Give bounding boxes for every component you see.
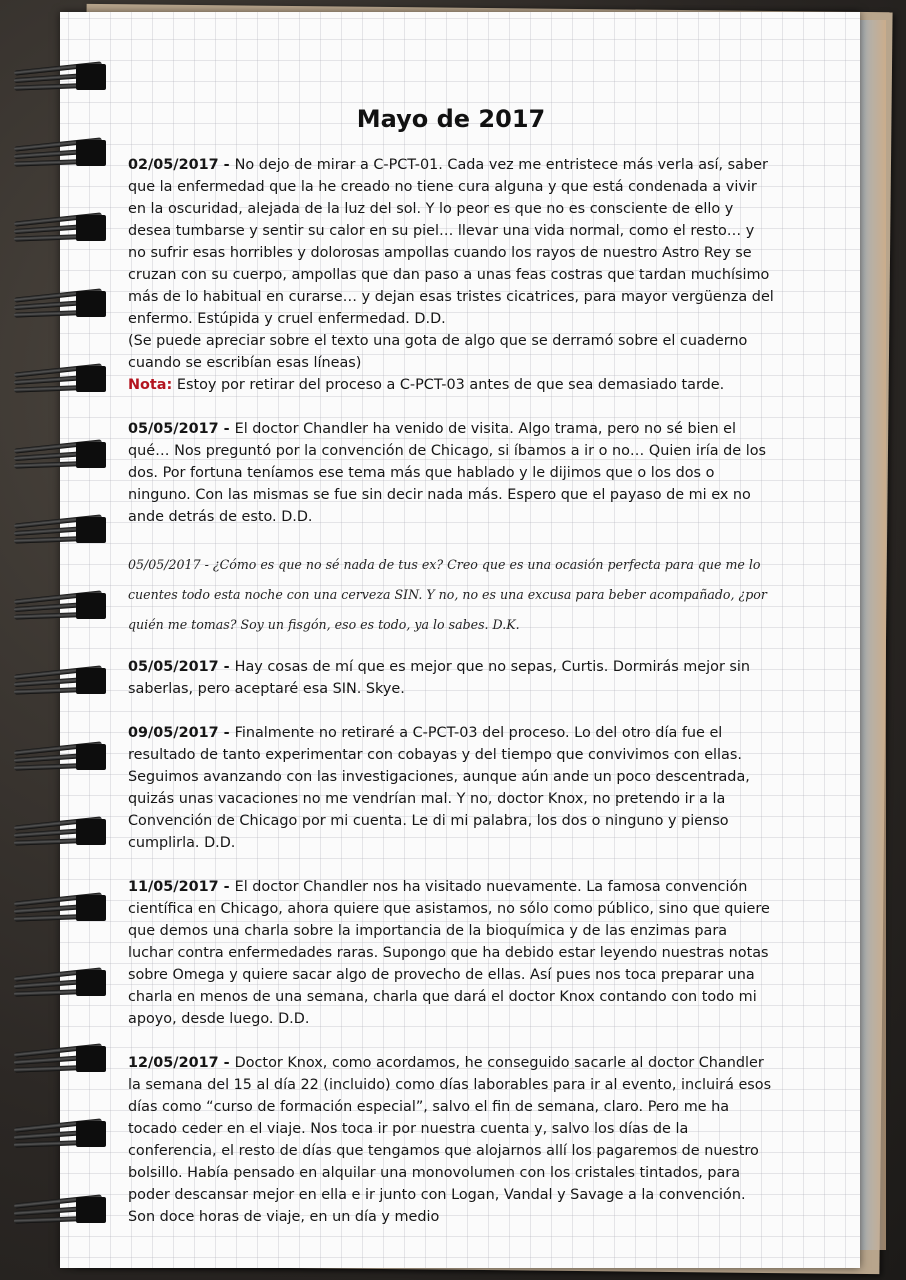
binding-ring xyxy=(14,513,106,547)
entry-separator: - xyxy=(218,421,235,437)
binding-ring xyxy=(14,815,106,849)
ring-hole xyxy=(76,970,106,996)
entry-text: Doctor Knox, como acordamos, he conseguido sacarle al doctor Chandler la semana del 15 al día 22 (incluido) como días laborables para ir al evento, incluirá esos días como “curso de formación especial”, salvo el fin de semana, claro. Pero me ha tocado ceder en el viaje. Nos toca ir por nuestra cuenta y, salvo los días de la conferencia, el resto de días que tengamos que alojarnos allí los pagaremos de nuestro bolsillo. Había pensado en alquilar una monovolumen con los cristales tintados, para poder descansar mejor en ella e ir junto con Logan, Vandal y Savage a la convención. Son doce horas de viaje, en un día y medio xyxy=(128,1055,772,1225)
binding-ring xyxy=(14,136,106,170)
diary-entry xyxy=(128,876,774,1030)
diary-entry xyxy=(128,154,774,396)
ring-hole xyxy=(76,668,106,694)
ring-hole xyxy=(76,215,106,241)
diary-entry xyxy=(128,722,774,854)
binding-ring xyxy=(14,287,106,321)
page-content xyxy=(128,105,774,1250)
entry-date: 05/05/2017 xyxy=(128,421,219,437)
entry-text: Finalmente no retiraré a C-PCT-03 del proceso. Lo del otro día fue el resultado de tanto experimentar con cobayas y del tiempo que convivimos con ellas. Seguimos avanzando con las investigaciones, aunque aún ande un poco descentrada, quizás unas vacaciones no me vendrían mal. Y no, doctor Knox, no pretendo ir a la Convención de Chicago por mi cuenta. Le di mi palabra, los dos o ninguno y pienso cumplirla. D.D. xyxy=(128,725,750,851)
diary-entry xyxy=(128,1052,774,1228)
ring-hole xyxy=(76,895,106,921)
binding-ring xyxy=(14,1042,106,1076)
entry-date: 09/05/2017 xyxy=(128,725,219,741)
entry-separator: - xyxy=(218,1055,235,1071)
binding-ring xyxy=(14,211,106,245)
entry-separator: - xyxy=(218,659,235,675)
binding-ring xyxy=(14,60,106,94)
entry-text: No dejo de mirar a C-PCT-01. Cada vez me entristece más verla así, saber que la enfermedad que la he creado no tiene cura alguna y que está condenada a vivir en la oscuridad, alejada de la luz del sol. Y lo peor es que no es consciente de ello y desea tumbarse y sentir su calor en su piel… llevar una vida normal, como el resto… y no sufrir esas horribles y dolorosas ampollas cuando los rayos de nuestro Astro Rey se cruzan con su cuerpo, ampollas que dan paso a unas feas costras que tardan muchísimo más de lo habitual en curarse… y dejan esas tristes cicatrices, para mayor vergüenza del enfermo. Estúpida y cruel enfermedad. D.D. xyxy=(128,157,774,327)
entry-date: 05/05/2017 xyxy=(128,659,219,675)
diary-entry xyxy=(128,418,774,528)
binding-ring xyxy=(14,1193,106,1227)
note-label: Nota: xyxy=(128,377,173,393)
entry-date: 02/05/2017 xyxy=(128,157,219,173)
entry-date: 12/05/2017 xyxy=(128,1055,219,1071)
entry-separator: - xyxy=(218,725,235,741)
handwritten-comment: 05/05/2017 - ¿Cómo es que no sé nada de tus ex? Creo que es una ocasión perfecta para que me lo cuentes todo esta noche con una cerveza SIN. Y no, no es una excusa para beber acompañado, ¿por quién me tomas? Soy un fisgón, eso es todo, ya lo sabes. D.K. xyxy=(128,557,767,632)
binding-ring xyxy=(14,966,106,1000)
ring-hole xyxy=(76,64,106,90)
ring-hole xyxy=(76,1197,106,1223)
entry-text: El doctor Chandler ha venido de visita. Algo trama, pero no sé bien el qué… Nos preguntó por la convención de Chicago, si íbamos a ir o no… Quien iría de los dos. Por fortuna teníamos ese tema más que hablado y le dijimos que o los dos o ninguno. Con las mismas se fue sin decir nada más. Espero que el payaso de mi ex no ande detrás de esto. D.D. xyxy=(128,421,767,525)
binding-ring xyxy=(14,891,106,925)
ring-hole xyxy=(76,442,106,468)
binding-ring xyxy=(14,589,106,623)
binding-ring xyxy=(14,438,106,472)
page-title: Mayo de 2017 xyxy=(356,105,546,133)
note-text: Estoy por retirar del proceso a C-PCT-03 antes de que sea demasiado tarde. xyxy=(172,377,725,393)
ring-hole xyxy=(76,517,106,543)
binding-ring xyxy=(14,664,106,698)
ring-hole xyxy=(76,593,106,619)
spiral-binding xyxy=(0,0,110,1280)
entry-separator: - xyxy=(218,157,235,173)
entry-separator: - xyxy=(218,879,235,895)
binding-ring xyxy=(14,740,106,774)
ring-hole xyxy=(76,1121,106,1147)
binding-ring xyxy=(14,362,106,396)
entry-text: El doctor Chandler nos ha visitado nuevamente. La famosa convención científica en Chicago, ahora quiere que asistamos, no sólo como público, sino que quiere que demos una charla sobre la importancia de la bioquímica y de las enzimas para luchar contra enfermedades raras. Supongo que ha debido estar leyendo nuestras notas sobre Omega y quiere sacar algo de provecho de ellas. Así pues nos toca preparar una charla en menos de una semana, charla que dará el doctor Knox contando con todo mi apoyo, desde luego. D.D. xyxy=(128,879,770,1027)
ring-hole xyxy=(76,140,106,166)
entry-text: Hay cosas de mí que es mejor que no sepas, Curtis. Dormirás mejor sin saberlas, pero aceptaré esa SIN. Skye. xyxy=(128,659,751,697)
entry-date: 11/05/2017 xyxy=(128,879,219,895)
ring-hole xyxy=(76,744,106,770)
entry-aside: (Se puede apreciar sobre el texto una gota de algo que se derramó sobre el cuaderno cuando se escribían esas líneas) xyxy=(128,333,748,371)
ring-hole xyxy=(76,291,106,317)
ring-hole xyxy=(76,1046,106,1072)
binding-ring xyxy=(14,1117,106,1151)
ring-hole xyxy=(76,819,106,845)
ring-hole xyxy=(76,366,106,392)
diary-entry xyxy=(128,656,774,700)
